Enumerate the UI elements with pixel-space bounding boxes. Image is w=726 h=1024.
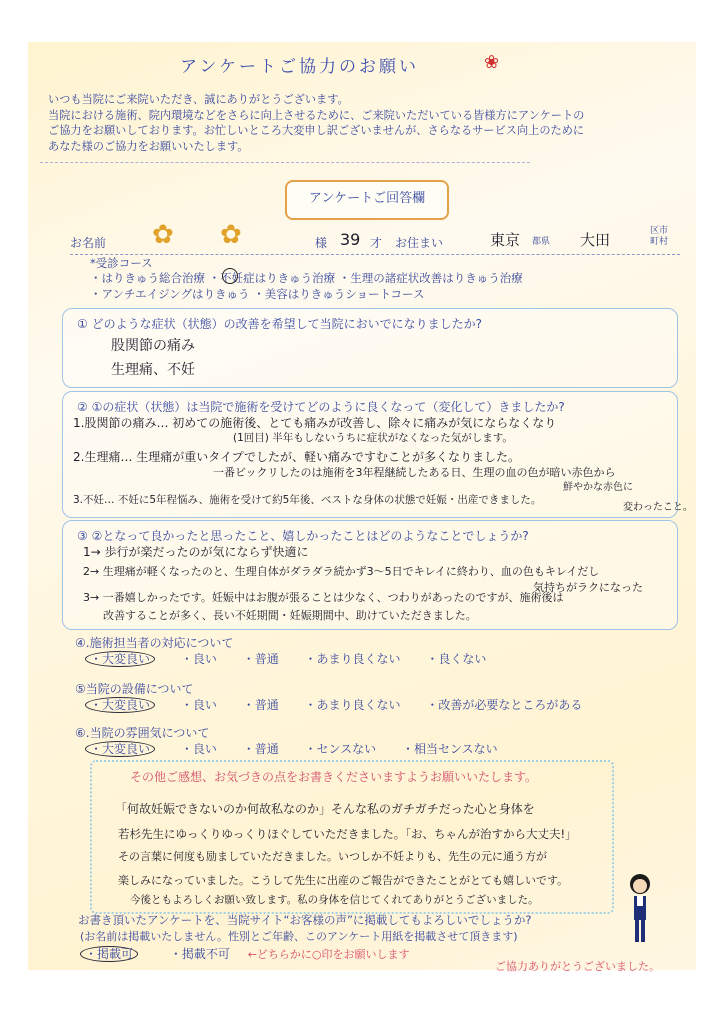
- city-unit: 区市町村: [650, 226, 669, 247]
- answer-line: 一番ビックリしたのは施術を3年程継続したある日、生理の血の色が暗い赤色から: [213, 466, 616, 479]
- rating-option[interactable]: ・良い: [180, 742, 217, 756]
- rating-option[interactable]: ・あまり良くない: [304, 698, 401, 712]
- intro-line: いつも当院にご来院いただき、誠にありがとうございます。: [48, 93, 349, 106]
- question-5-heading: ⑤当院の設備について: [75, 682, 194, 696]
- course-heading: *受診コース: [90, 256, 153, 270]
- question-2: ② ①の症状（状態）は当院で施術を受けてどのように良くなって（変化して）きましたか?: [77, 400, 565, 414]
- rating-option-selected[interactable]: ・大変良い: [85, 741, 155, 757]
- address-label: お住まい: [395, 236, 444, 250]
- publish-question: お書き頂いたアンケートを、当院サイト“お客様の声”に掲載してもよろしいでしょうか?: [78, 913, 532, 927]
- survey-title: アンケートご協力のお願い: [180, 57, 419, 77]
- flower-icon: ❀: [484, 52, 500, 73]
- name-label: お名前: [70, 236, 107, 250]
- question-4-heading: ④.施術担当者の対応について: [75, 636, 234, 650]
- divider: [40, 162, 530, 163]
- comment-heading: その他ご感想、お気づきの点をお書きくださいますようお願いいたします。: [130, 770, 538, 784]
- rating-option[interactable]: ・良い: [180, 698, 217, 712]
- staff-figure-icon: [620, 870, 660, 950]
- answer-line: 気持ちがラクになった: [533, 581, 643, 594]
- answer-line: 2→ 生理痛が軽くなったのと、生理自体がダラダラ続かず3〜5日でキレイに終わり、血の色もキレイだし: [83, 565, 600, 578]
- sunflower-stamp-icon: ✿: [152, 220, 174, 250]
- rating-option-selected[interactable]: ・大変良い: [85, 697, 155, 713]
- rating-option[interactable]: ・普通: [242, 652, 279, 666]
- age-unit: 才: [370, 236, 383, 250]
- comment-line: その言葉に何度も励ましていただきました。いつしか不妊よりも、先生の元に通う方が: [118, 850, 547, 863]
- question-3: ③ ②となって良かったと思ったこと、嬉しかったことはどのようなことでしょうか?: [77, 529, 529, 543]
- answer-line: 3→ 一番嬉しかったです。妊娠中はお腹が張ることは少なく、つわりがあったのですが、施術後は: [83, 591, 564, 604]
- honorific: 様: [315, 236, 328, 250]
- rating-option[interactable]: ・良くない: [426, 652, 487, 666]
- city-value: 大田: [580, 231, 611, 249]
- question-5-options: [85, 696, 604, 713]
- answer-line: 3.不妊… 不妊に5年程悩み、施術を受けて約5年後、ベストな身体の状態で妊娠・出産できました。: [73, 494, 542, 506]
- rating-option[interactable]: ・改善が必要なところがある: [426, 698, 583, 712]
- intro-line: ご協力をお願いしております。お忙しいところ大変申し訳ございませんが、さらなるサービス向上のために: [48, 124, 585, 137]
- intro-line: 当院における施術、院内環境などをさらに向上させるために、ご来院いただいている皆様方にアンケートの: [48, 108, 585, 122]
- question-1-box: [62, 308, 678, 388]
- name-row: [70, 220, 680, 255]
- rating-option[interactable]: ・良い: [180, 652, 217, 666]
- answer-line: 1.股関節の痛み… 初めての施術後、とても痛みが改善し、除々に痛みが気にならなくなり: [73, 416, 557, 430]
- thanks-text: ご協力ありがとうございました。: [495, 960, 660, 973]
- comment-line: 「何故妊娠できないのか何故私なのか」そんな私のガチガチだった心と身体を: [115, 802, 535, 816]
- sunflower-stamp-icon: ✿: [220, 220, 242, 250]
- question-1: ① どのような症状（状態）の改善を希望して当院においでになりましたか?: [77, 317, 482, 331]
- prefecture-unit: 都県: [532, 237, 551, 247]
- publish-hint: ←どちらかに○印をお願いします: [247, 948, 410, 961]
- answer-line: 改善することが多く、長い不妊期間・妊娠期間中、助けていただきました。: [103, 609, 477, 622]
- comment-line: 今後ともよろしくお願い致します。私の身体を信じてくれてありがとうございました。: [130, 894, 539, 906]
- rating-option-selected[interactable]: ・大変良い: [85, 651, 155, 667]
- comment-line: 若杉先生にゆっくりゆっくりほぐしていただきました。「お、ちゃんが治すから大丈夫!」: [118, 827, 577, 841]
- question-3-box: [62, 520, 678, 630]
- answer-line: (1回目) 半年もしないうちに症状がなくなった気がします。: [233, 432, 513, 444]
- course-line: ・アンチエイジングはりきゅう ・美容はりきゅうショートコース: [90, 287, 425, 301]
- publish-ok-option[interactable]: ・掲載可: [80, 946, 138, 962]
- publish-note: (お名前は掲載いたしません。性別とご年齢、このアンケート用紙を掲載させて頂きます): [80, 930, 518, 943]
- rating-option[interactable]: ・あまり良くない: [304, 652, 401, 666]
- answer-line: 鮮やかな赤色に: [563, 482, 633, 493]
- answer-line: 2.生理痛… 生理痛が重いタイプでしたが、軽い痛みですむことが多くなりました。: [73, 450, 521, 464]
- selected-course-mark: [222, 268, 238, 284]
- publish-options: [80, 945, 410, 962]
- intro-line: あなた様のご協力をお願いいたします。: [48, 139, 249, 153]
- answer-line: 変わったこと。: [623, 502, 693, 513]
- rating-option[interactable]: ・センスない: [304, 742, 377, 756]
- publish-ng-option[interactable]: ・掲載不可: [169, 947, 230, 961]
- question-6-heading: ⑥.当院の雰囲気について: [75, 726, 210, 740]
- rating-option[interactable]: ・相当センスない: [402, 742, 498, 756]
- question-2-box: [62, 391, 693, 518]
- question-4-options: [85, 650, 508, 667]
- answer-heading: アンケートご回答欄: [285, 180, 449, 220]
- comment-line: 楽しみになっていました。こうして先生に出産のご報告ができたことがとても嬉しいです。: [118, 874, 569, 887]
- course-line: ・はりきゅう総合治療 ・不妊症はりきゅう治療 ・生理の諸症状改善はりきゅう治療: [90, 271, 523, 285]
- intro-text: [48, 92, 678, 154]
- answer-line: 生理痛、不妊: [111, 362, 195, 378]
- prefecture-value: 東京: [490, 231, 521, 249]
- answer-line: 1→ 歩行が楽だったのが気にならず快適に: [83, 545, 309, 559]
- rating-option[interactable]: ・普通: [242, 742, 279, 756]
- age-value: 39: [340, 230, 361, 249]
- question-6-options: [85, 740, 520, 757]
- rating-option[interactable]: ・普通: [242, 698, 279, 712]
- answer-line: 股関節の痛み: [111, 338, 195, 354]
